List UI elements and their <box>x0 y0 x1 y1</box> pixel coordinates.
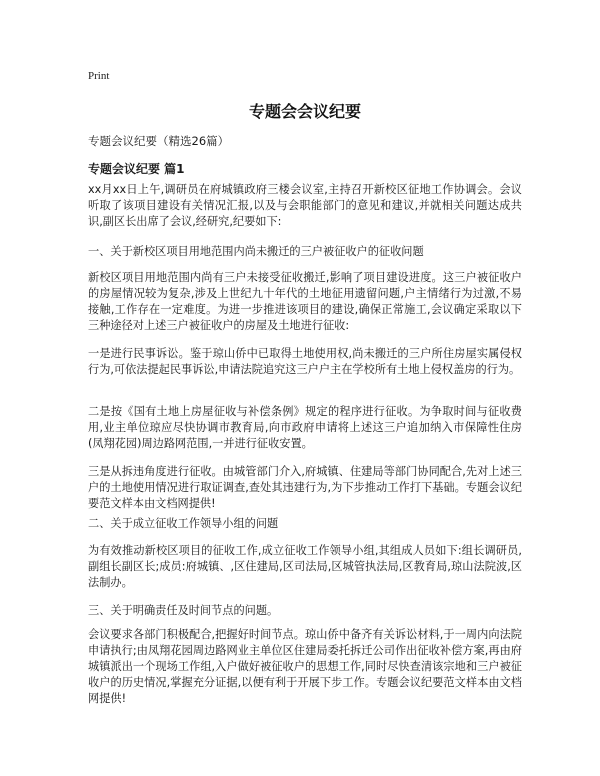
paragraph-item-3: 会议要求各部门积极配合,把握好时间节点。琼山侨中备齐有关诉讼材料,于一周内向法院申请执行;由凤翔花园周边路网业主单位区住建局委托拆迁公司作出征收补偿方案,再由府城镇派出一个现场工作组,入户做好被征收户的思想工作,同时尽快查清该宗地和三户被征收户的历史情况,掌握充分证据,以便有利于开展下步工作。专题会议纪要范文样本由文档网提供! <box>88 628 522 705</box>
paragraph-method-3: 三是从拆违角度进行征收。由城管部门介入,府城镇、住建局等部门协同配合,先对上述三户的土地使用情况进行取证调查,查处其违建行为,为下步推动工作打下基础。专题会议纪要范文样本由文档网提供! <box>88 465 522 510</box>
section-title: 专题会议纪要 篇1 <box>88 162 185 176</box>
document-subtitle: 专题会议纪要（精选26篇） <box>88 134 230 148</box>
heading-item-3: 三、关于明确责任及时间节点的问题。 <box>88 604 279 617</box>
heading-item-2: 二、关于成立征收工作领导小组的问题 <box>88 517 279 530</box>
paragraph-intro: xx月xx日上午,调研员在府城镇政府三楼会议室,主持召开新校区征地工作协调会。会议听取了该项目建设有关情况汇报,以及与会职能部门的意见和建议,并就相关问题达成共识,副区长出席了会议,经研究,纪要如下: <box>88 183 522 228</box>
paragraph-method-1: 一是进行民事诉讼。鉴于琼山侨中已取得土地使用权,尚未搬迁的三户所住房屋实属侵权行为,可依法提起民事诉讼,申请法院追究这三户户主在学校所有土地上侵权盖房的行为。 <box>88 347 522 376</box>
print-link[interactable]: Print <box>88 70 110 82</box>
heading-item-1: 一、关于新校区项目用地范围内尚未搬迁的三户被征收户的征收问题 <box>88 245 424 258</box>
paragraph-item-2: 为有效推动新校区项目的征收工作,成立征收工作领导小组,其组成人员如下:组长调研员,副组长副区长;成员:府城镇、,区住建局,区司法局,区城管执法局,区教育局,琼山法院波,区法制办。 <box>88 544 522 589</box>
paragraph-method-2: 二是按《国有土地上房屋征收与补偿条例》规定的程序进行征收。为争取时间与征收费用,业主单位琼应尽快协调市教育局,向市政府申请将上述这三户追加纳入市保障性住房(凤翔花园)周边路网范围,一并进行征收安置。 <box>88 405 522 450</box>
paragraph-item-1: 新校区项目用地范围内尚有三户未接受征收搬迁,影响了项目建设进度。这三户被征收户的房屋情况较为复杂,涉及上世纪九十年代的土地征用遗留问题,户主情绪行为过激,不易接触,工作存在一定难度。为进一步推进该项目的建设,确保正常施工,会议确定采取以下三种途径对上述三户被征收户的房屋及土地进行征收: <box>88 271 522 332</box>
document-title: 专题会会议纪要 <box>248 102 361 121</box>
